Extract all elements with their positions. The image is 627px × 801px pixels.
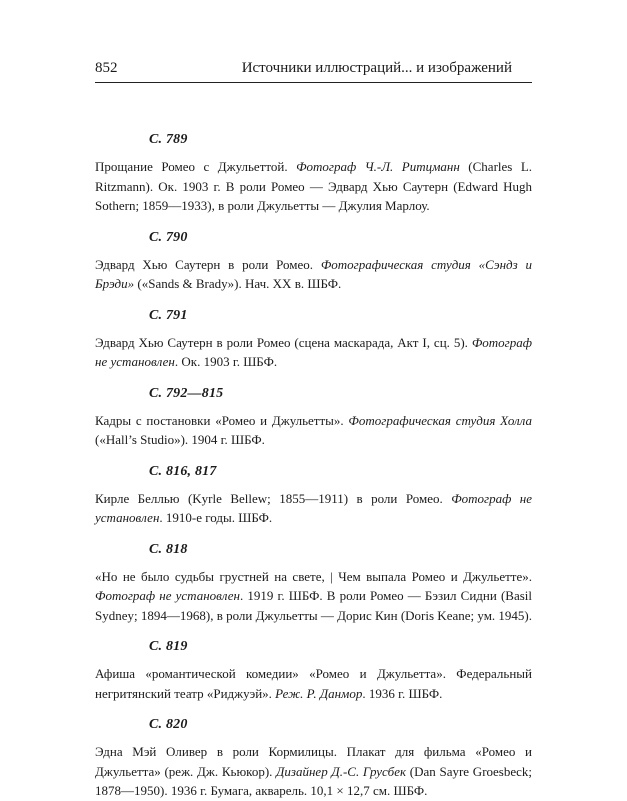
header-rule xyxy=(95,82,532,83)
entry-text xyxy=(95,664,532,703)
entry-text xyxy=(95,567,532,626)
entry-text-segment: Эдвард Хью Саутерн в роли Ромео (сцена маскарада, Акт I, сц. 5). xyxy=(95,334,472,350)
entry-text-segment-italic: Фотограф Ч.-Л. Ритцманн xyxy=(296,159,460,174)
page-number: 852 xyxy=(95,60,118,76)
entry-text-segment: Эдна Мэй Оливер в роли Кормилицы. Плакат для фильма «Ромео и Джульетта» (реж. Дж. Кьюкор). xyxy=(95,744,532,779)
entry-heading: С. 820 xyxy=(149,717,188,732)
entry-heading: С. 816, 817 xyxy=(149,463,217,479)
entry-text-segment-italic: Фотографическая студия Холла xyxy=(348,412,532,428)
entry-text-segment: Кадры с постановки «Ромео и Джульетты». xyxy=(95,412,349,428)
entry-text xyxy=(95,742,532,801)
entry-text-segment-italic: Реж. Р. Данмор xyxy=(275,685,363,701)
entry-heading: С. 789 xyxy=(149,132,188,147)
entry-text-segment: . 1936 г. ШБФ. xyxy=(362,685,443,701)
entry-text-segment: Эдвард Хью Саутерн в роли Ромео. xyxy=(95,256,321,272)
entry xyxy=(95,541,532,626)
entry xyxy=(95,716,532,801)
entry xyxy=(95,385,532,450)
entry xyxy=(95,131,532,216)
entry-text-segment-italic: Дизайнер Д.-С. Грусбек xyxy=(276,763,407,779)
entry xyxy=(95,463,532,528)
entry-text-segment-italic: Фотографическая студия «Сэндз и Брэди» xyxy=(95,256,532,291)
entry-text xyxy=(95,411,532,450)
entry-text-segment: (Charles L. Ritzmann). Ок. 1903 г. В роли Ромео — Эдвард Хью Саутерн (Edward Hugh Sothern; 1859—1933), в роли Джульетты — Джулия Марлоу. xyxy=(95,159,533,213)
entry-text-segment: Прощание Ромео с Джульеттой. xyxy=(95,159,297,174)
entries-list xyxy=(95,131,532,801)
entry-text-segment: Афиша «романтической комедии» «Ромео и Джульетта». Федеральный негритянский театр «Риджуэй». xyxy=(95,666,532,701)
entry-text-segment-italic: Фотограф не установлен xyxy=(95,588,241,603)
entry xyxy=(95,638,532,703)
entry-text-segment-italic: Фотограф не установлен xyxy=(95,334,532,369)
entry-heading: С. 790 xyxy=(149,229,188,245)
entry xyxy=(95,307,532,372)
entry-text-segment: (Dan Sayre Groesbeck; 1878—1950). 1936 г. Бумага, акварель. 10,1 × 12,7 см. ШБФ. xyxy=(95,763,533,798)
running-head xyxy=(95,60,532,82)
entry-text xyxy=(95,333,532,372)
entry-text-segment: . 1910-е годы. ШБФ. xyxy=(159,510,273,525)
entry-text-segment: («Hall’s Studio»). 1904 г. ШБФ. xyxy=(95,432,265,447)
entry-text-segment: Кирле Беллью (Kyrle Bellew; 1855—1911) в роли Ромео. xyxy=(95,490,452,506)
entry-text xyxy=(95,489,532,528)
entry-heading: С. 818 xyxy=(149,541,188,557)
running-head-title: Источники иллюстраций... и изображений xyxy=(241,60,512,76)
entry-heading: С. 791 xyxy=(149,307,188,323)
entry-text xyxy=(95,157,532,216)
entry-text-segment-italic: Фотограф не установлен xyxy=(95,490,532,525)
entry-text xyxy=(95,255,532,294)
entry-text-segment: («Sands & Brady»). Нач. XX в. ШБФ. xyxy=(134,276,342,291)
entry-heading: С. 819 xyxy=(149,639,188,654)
entry-heading: С. 792—815 xyxy=(149,385,224,401)
entry xyxy=(95,229,532,294)
entry-text-segment: . 1919 г. ШБФ. В роли Ромео — Бэзил Сидни (Basil Sydney; 1894—1968), в роли Джульетты — Дорис Кин (Doris Keane; ум. 1945). xyxy=(95,588,533,623)
entry-text-segment: «Но не было судьбы грустней на свете, | Чем выпала Ромео и Джульетте». xyxy=(95,568,532,584)
entry-text-segment: . Ок. 1903 г. ШБФ. xyxy=(174,354,278,369)
